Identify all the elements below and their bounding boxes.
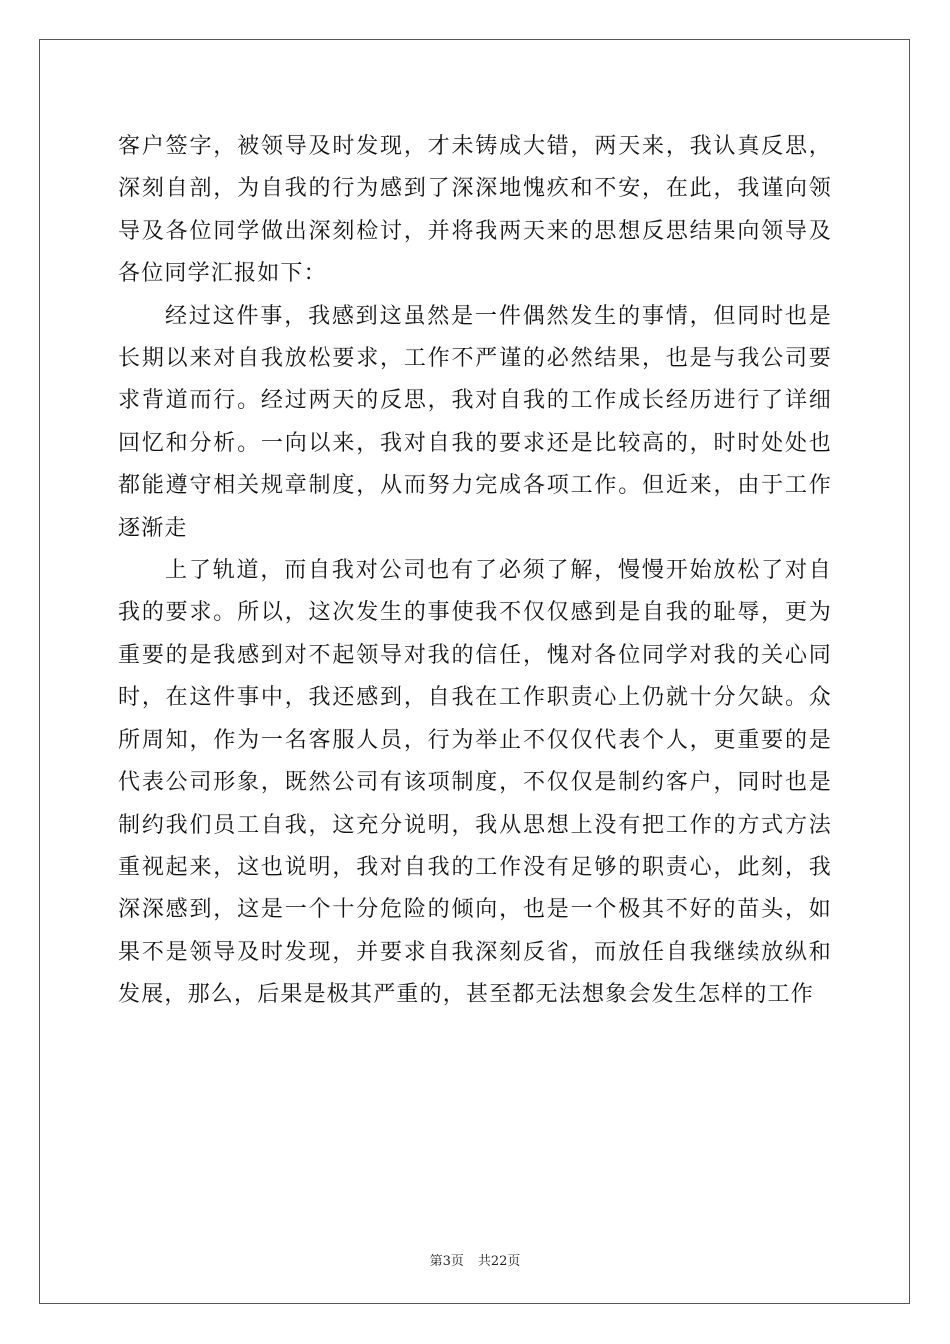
document-body — [118, 126, 832, 1017]
paragraph-3: 上了轨道，而自我对公司也有了必须了解，慢慢开始放松了对自我的要求。所以，这次发生的事使我不仅仅感到是自我的耻辱，更为重要的是我感到对不起领导对我的信任，愧对各位同学对我的关心同时，在这件事中，我还感到，自我在工作职责心上仍就十分欠缺。众所周知，作为一名客服人员，行为举止不仅仅代表个人，更重要的是代表公司形象，既然公司有该项制度，不仅仅是制约客户，同时也是制约我们员工自我，这充分说明，我从思想上没有把工作的方式方法重视起来，这也说明，我对自我的工作没有足够的职责心，此刻，我深深感到，这是一个十分危险的倾向，也是一个极其不好的苗头，如果不是领导及时发现，并要求自我深刻反省，而放任自我继续放纵和发展，那么，后果是极其严重的，甚至都无法想象会发生怎样的工作 — [118, 558, 832, 1008]
paragraph-1: 客户签字，被领导及时发现，才未铸成大错，两天来，我认真反思，深刻自剖，为自我的行为感到了深深地愧疚和不安，在此，我谨向领导及各位同学做出深刻检讨，并将我两天来的思想反思结果向领导及各位同学汇报如下： — [118, 134, 832, 287]
page-number: 第3页 — [429, 1254, 464, 1269]
paragraph-2: 经过这件事，我感到这虽然是一件偶然发生的事情，但同时也是长期以来对自我放松要求，工作不严谨的必然结果，也是与我公司要求背道而行。经过两天的反思，我对自我的工作成长经历进行了详细回忆和分析。一向以来，我对自我的要求还是比较高的，时时处处也都能遵守相关规章制度，从而努力完成各项工作。但近来，由于工作逐渐走 — [118, 303, 832, 541]
page-footer — [0, 1250, 950, 1269]
page-total: 共22页 — [477, 1254, 521, 1269]
